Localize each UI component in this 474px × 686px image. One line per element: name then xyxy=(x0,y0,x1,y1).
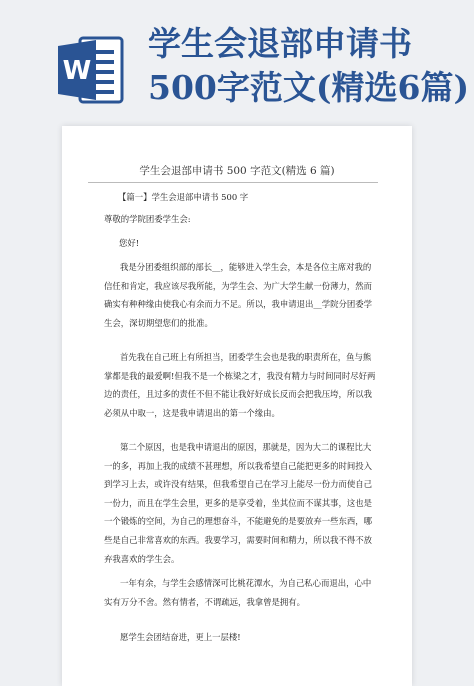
salutation: 尊敬的学院团委学生会: xyxy=(104,214,191,224)
cover-title xyxy=(148,22,468,110)
word-document-icon xyxy=(56,34,126,106)
paragraph-5: 愿学生会团结奋进，更上一层楼! xyxy=(120,632,241,642)
cover-title-line-2: 500字范文(精选6篇) xyxy=(148,68,470,107)
section-label: 【篇一】学生会退部申请书 500 字 xyxy=(118,192,249,202)
svg-text:W: W xyxy=(62,56,92,86)
paragraph-2: 首先我在自己班上有所担当，团委学生会也是我的职责所在，鱼与熊掌都是我的最爱啊!但我不是一个栋梁之才，我没有精力与时间同时尽好两边的责任，且过多的责任不但不能让我好好成长反而会把我压垮，所以我必须从中取一，这是我申请退出的第一个缘由。 xyxy=(104,352,376,418)
greeting: 您好! xyxy=(119,238,140,248)
document-page xyxy=(62,126,412,686)
document-heading: 学生会退部申请书 500 字范文(精选 6 篇) xyxy=(139,165,335,177)
title-banner xyxy=(0,0,474,128)
paragraph-3: 第二个原因，也是我申请退出的原因，那就是，因为大二的课程比大一的多，再加上我的成绩不甚理想，所以我希望自己能把更多的时间投入到学习上去，或许没有结果，但我希望自己在学习上能尽一份力而使自己一份力，而且在学生会里，更多的是享受着，坐其位而不谋其事，这也是一个锻炼的空间，为自己的理想奋斗，不能避免的是要放弃一些东西，哪些是自己非常喜欢的东西。我要学习，需要时间和精力，所以我不得不放弃我喜欢的学生会。 xyxy=(104,442,372,564)
cover-title-line-1: 学生会退部申请书 xyxy=(148,24,412,63)
paragraph-1: 我是分团委组织部的部长__，能够进入学生会，本是各位主席对我的信任和肯定，我应该尽我所能，为学生会、为广大学生献一份薄力，然而确实有种种缘由使我心有余而力不足。所以，我申请退出__学院分团委学生会，深切期望您们的批准。 xyxy=(104,262,372,328)
paragraph-4: 一年有余，与学生会感情深可比桃花潭水，为自己私心而退出，心中实有万分不舍。然有情者，不谓疏远，我拿曾是拥有。 xyxy=(104,578,372,607)
heading-divider xyxy=(88,182,378,183)
